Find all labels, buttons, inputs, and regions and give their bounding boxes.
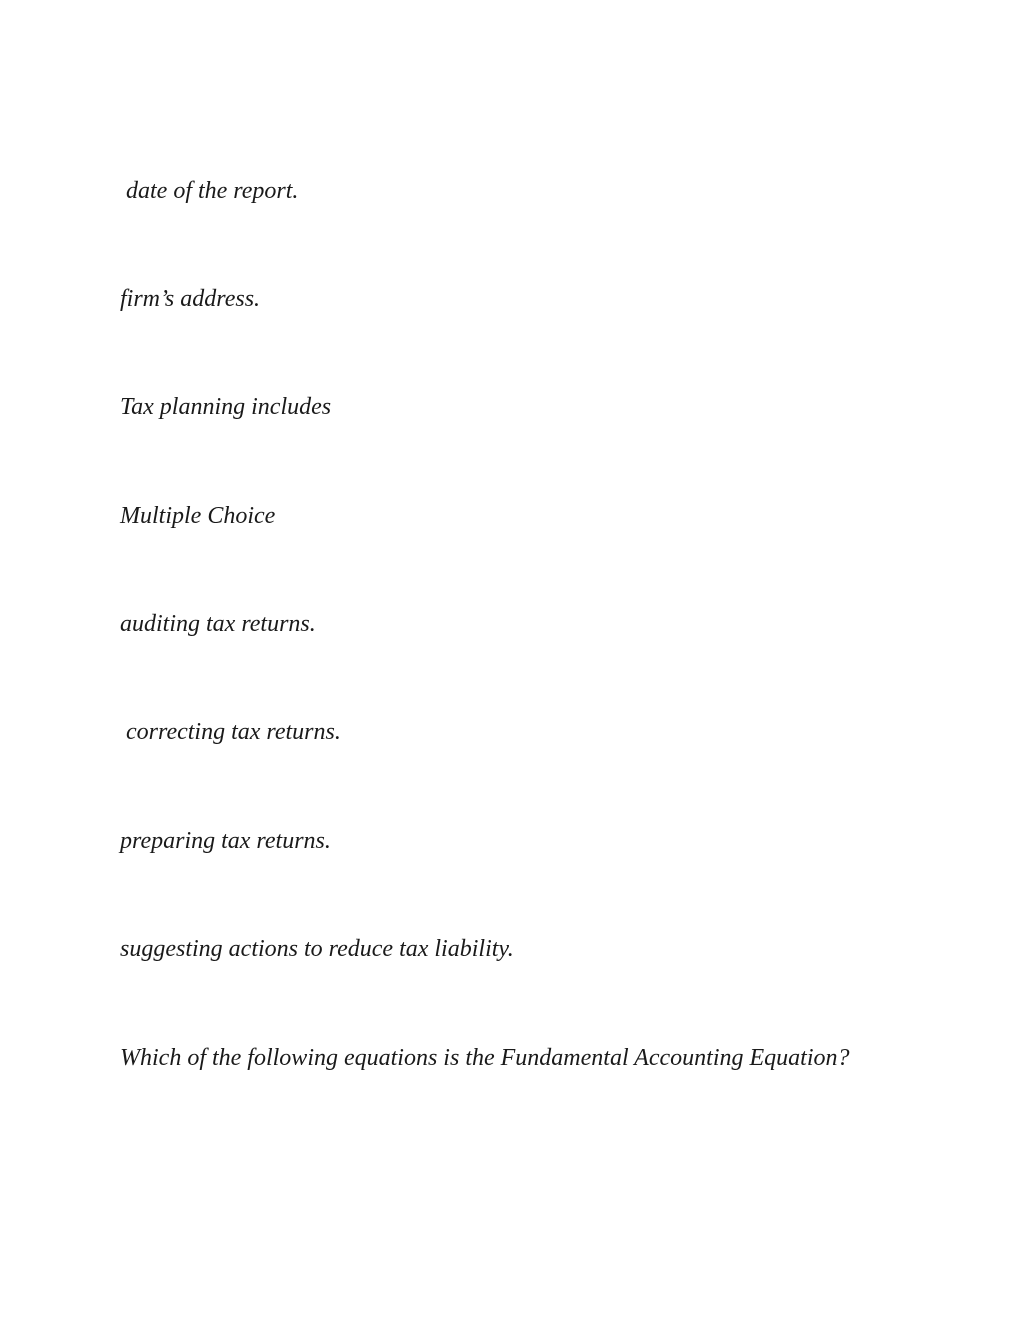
answer-option-preparing: preparing tax returns. [120, 828, 331, 854]
answer-option-date-of-report: date of the report. [126, 178, 299, 204]
answer-option-auditing: auditing tax returns. [120, 611, 316, 637]
answer-option-firms-address: firm’s address. [120, 286, 261, 312]
answer-option-suggesting: suggesting actions to reduce tax liability. [120, 936, 514, 962]
question-tax-planning: Tax planning includes [120, 394, 332, 420]
question-type-label: Multiple Choice [120, 503, 276, 529]
answer-option-correcting: correcting tax returns. [126, 719, 341, 745]
question-fundamental-equation: Which of the following equations is the Fundamental Accounting Equation? [120, 1045, 850, 1071]
